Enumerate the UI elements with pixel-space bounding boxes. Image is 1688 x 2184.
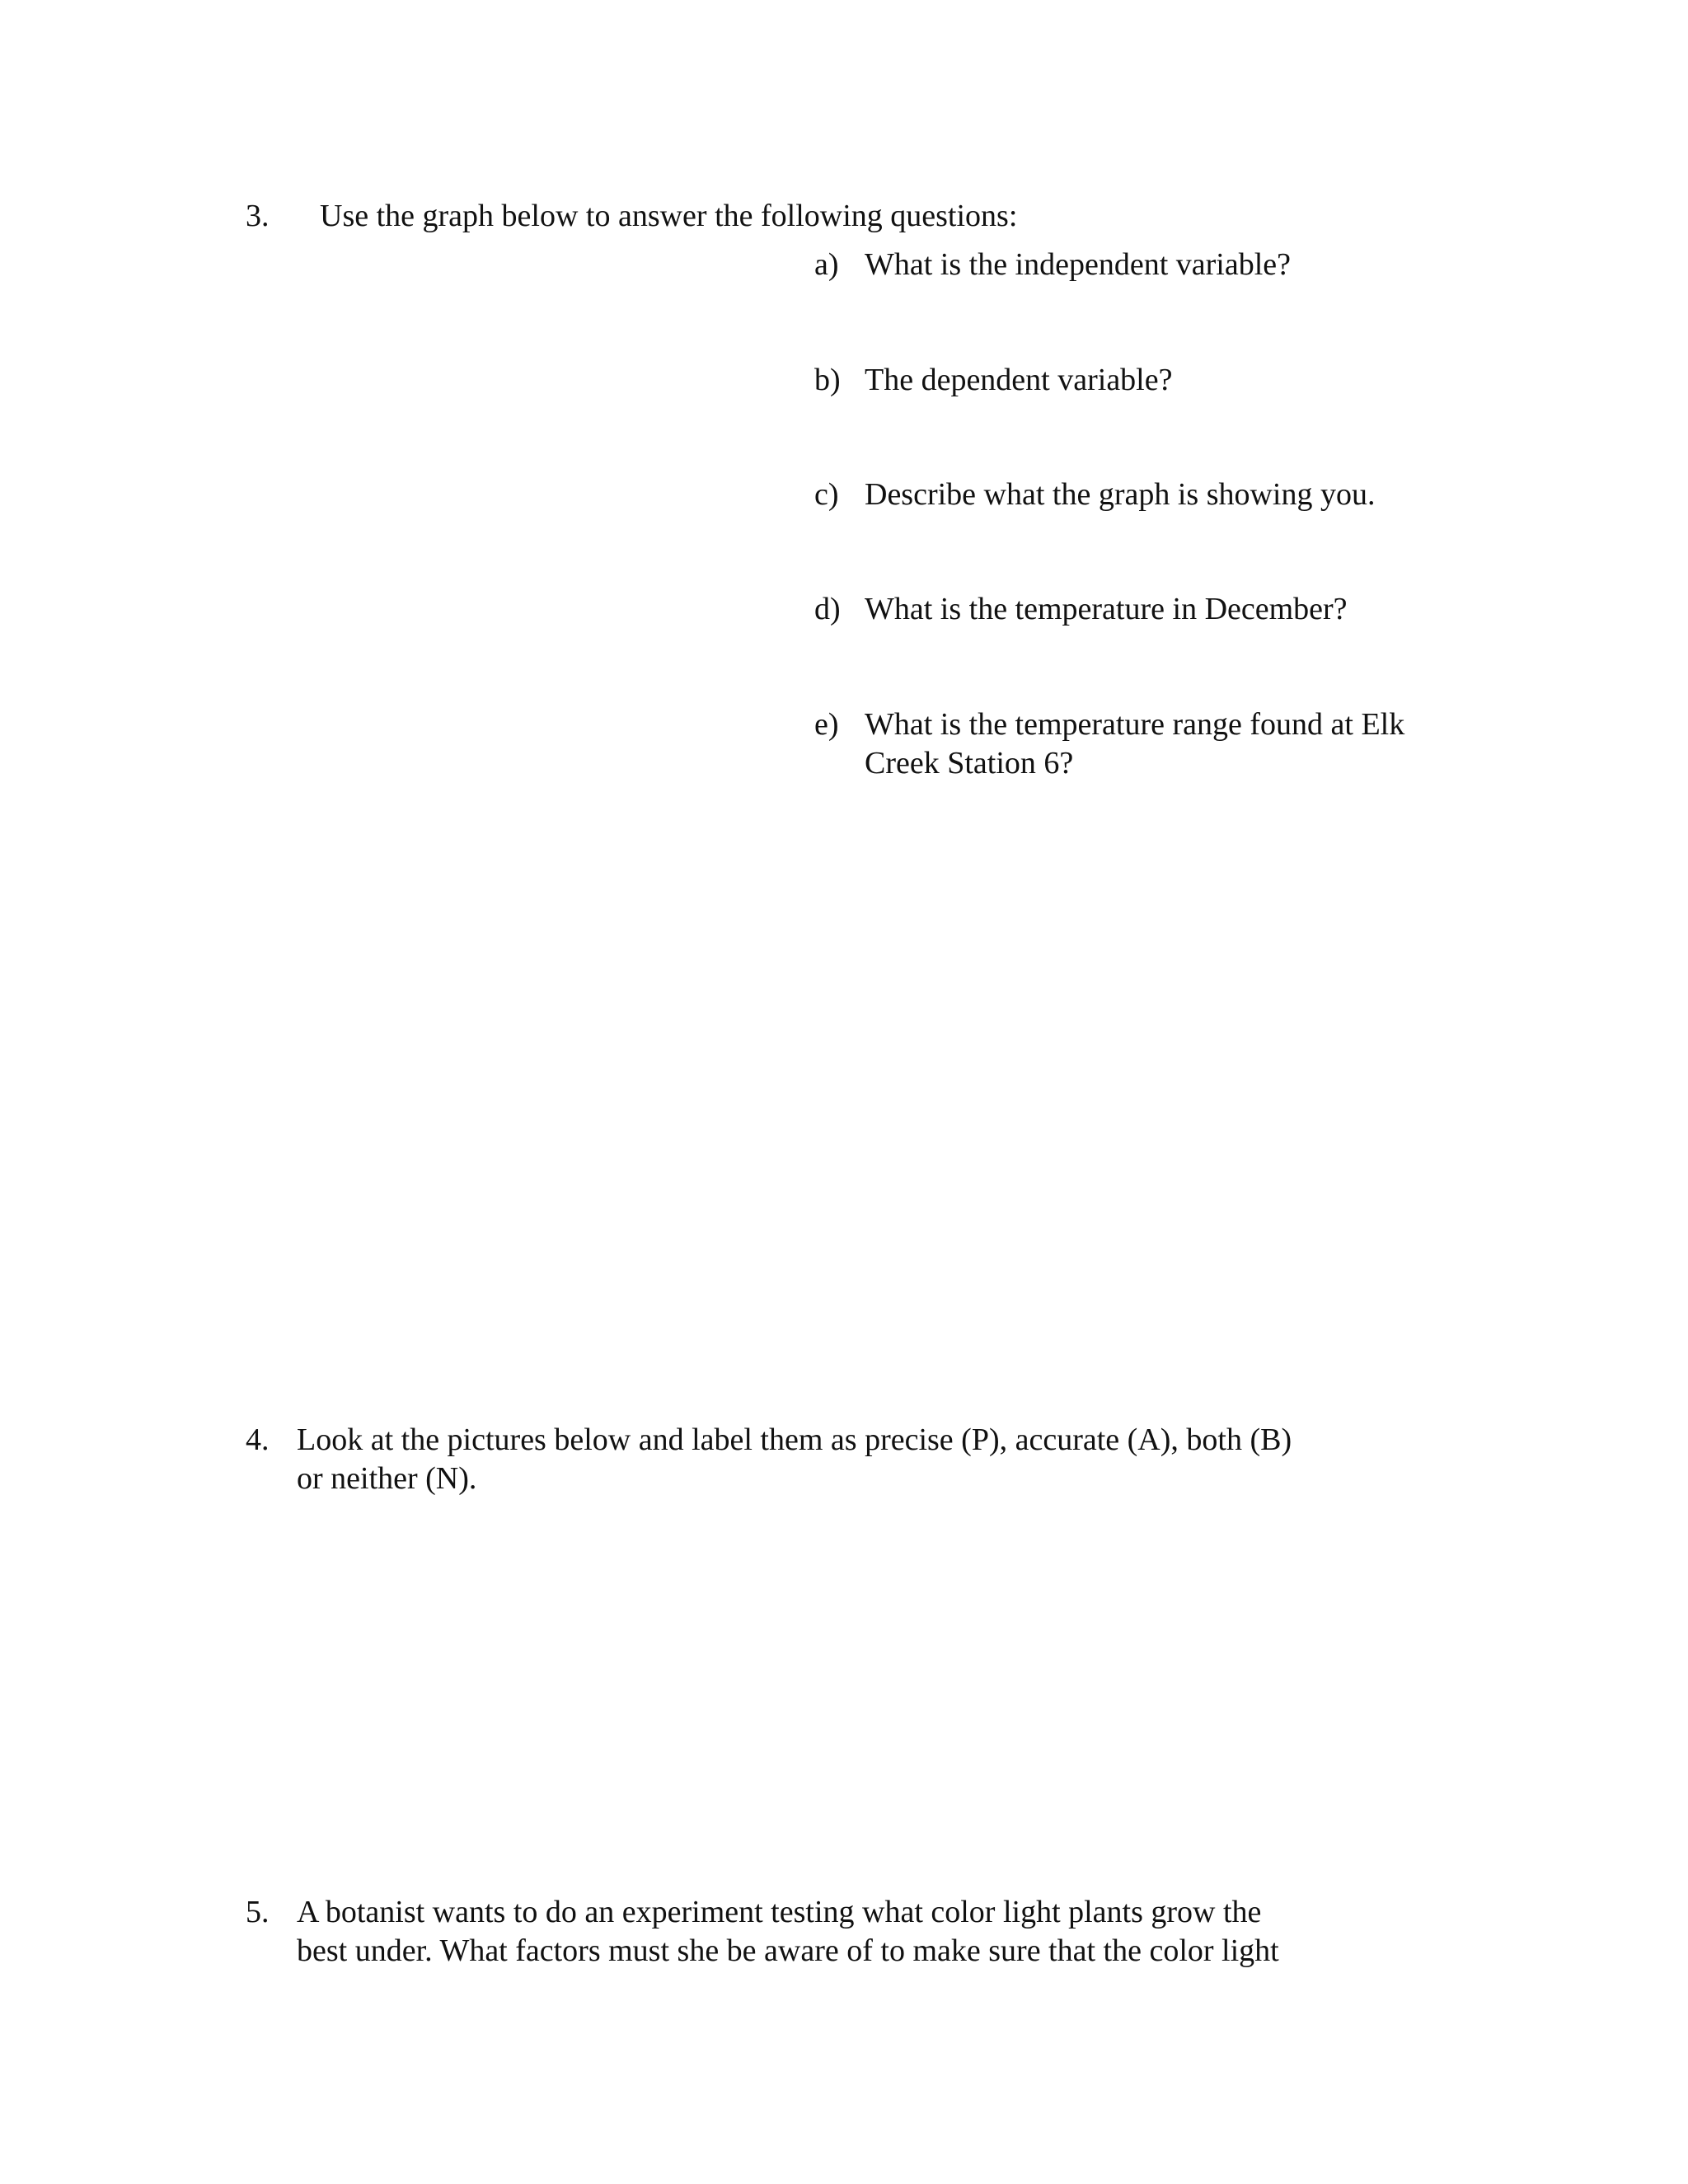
- subquestion-b-label: b): [814, 363, 841, 397]
- subquestion-e-label: e): [814, 707, 839, 742]
- question-5-number: 5.: [246, 1895, 270, 1929]
- question-5-line-2: best under. What factors must she be aware of to make sure that the color light: [297, 1933, 1279, 1968]
- subquestion-d-text: What is the temperature in December?: [865, 592, 1348, 626]
- question-4-text: [297, 1421, 1467, 1498]
- subquestion-a-label: a): [814, 247, 839, 282]
- question-4-line-2: or neither (N).: [297, 1461, 477, 1496]
- subquestion-e-text-line-2: Creek Station 6?: [865, 746, 1074, 780]
- subquestion-c-text: Describe what the graph is showing you.: [865, 477, 1376, 512]
- question-4-line-1: Look at the pictures below and label them as precise (P), accurate (A), both (B): [297, 1422, 1292, 1457]
- subquestion-c-label: c): [814, 477, 839, 512]
- question-5-line-1: A botanist wants to do an experiment testing what color light plants grow the: [297, 1895, 1262, 1929]
- question-3-number: 3.: [246, 199, 270, 233]
- subquestion-d-label: d): [814, 592, 841, 626]
- question-4-number: 4.: [246, 1422, 270, 1457]
- subquestion-a-text: What is the independent variable?: [865, 247, 1292, 282]
- question-3-prompt: Use the graph below to answer the following questions:: [320, 199, 1018, 233]
- question-5-text: [297, 1893, 1467, 1971]
- subquestion-b-text: The dependent variable?: [865, 363, 1173, 397]
- subquestion-e-text-line-1: What is the temperature range found at Elk: [865, 707, 1405, 742]
